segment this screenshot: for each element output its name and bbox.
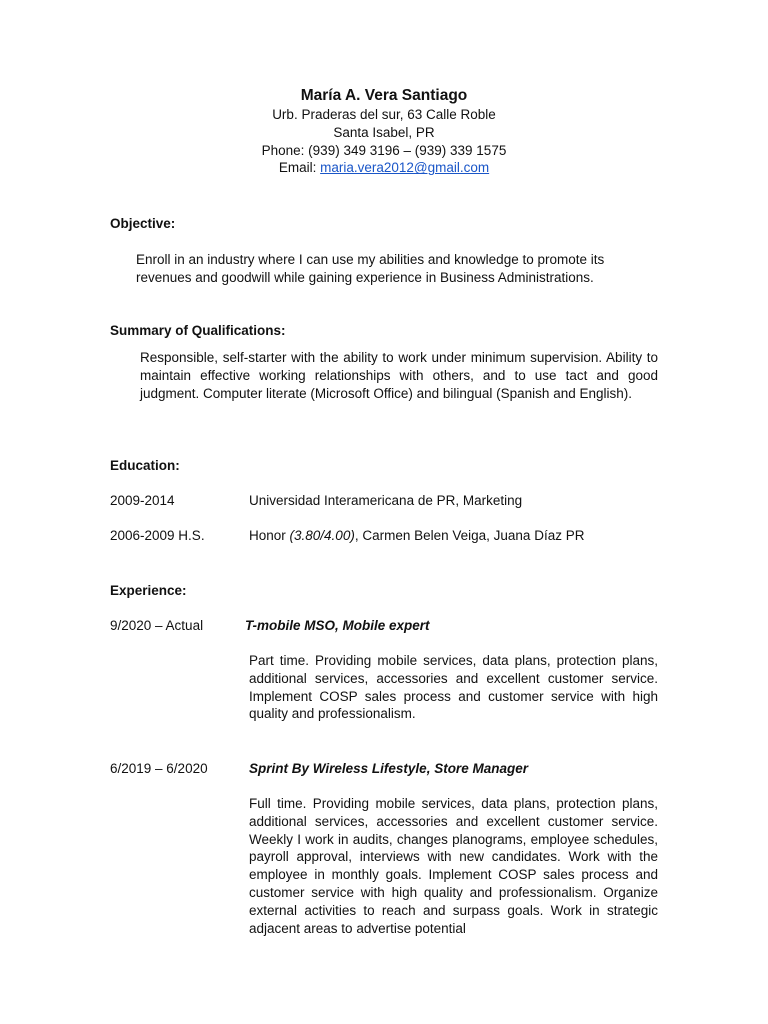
education-desc-pre: Honor — [249, 528, 290, 543]
job-title-2: Sprint By Wireless Lifestyle, Store Manager — [249, 761, 528, 776]
summary-text: Responsible, self-starter with the ability to work under minimum supervision. Ability to maintain effective working relationships with others, and to use tact and good judgment. Computer literate (Microsoft Office) and bilingual (Spanish and English). — [140, 350, 658, 401]
summary-heading: Summary of Qualifications: — [110, 323, 286, 338]
education-gpa: (3.80/4.00) — [289, 528, 355, 543]
job-dates-1: 9/2020 – Actual — [110, 618, 204, 633]
job-description-2: Full time. Providing mobile services, data plans, protection plans, additional services, accessories and excellent customer service. Weekly I work in audits, changes planograms, employee schedules, payroll approval, interviews with new candidates. Work with the employee in monthly goals. Implement COSP sales process and customer service with high quality and professionalism. Organize external activities to reach and surpass goals. Work in strategic adjacent areas to advertise potential — [249, 796, 658, 936]
address-line-1: Urb. Praderas del sur, 63 Calle Roble — [272, 107, 496, 122]
objective-text: Enroll in an industry where I can use my abilities and knowledge to promote its revenues and goodwill while gaining experience in Business Administrations. — [136, 252, 605, 285]
education-description-1: Universidad Interamericana de PR, Marketing — [249, 493, 523, 508]
email-label: Email: — [278, 160, 321, 176]
email-link[interactable]: maria.vera2012@gmail.com — [320, 160, 490, 176]
education-years-2: 2006-2009 H.S. — [110, 528, 205, 543]
job-title-1: T-mobile MSO, Mobile expert — [245, 618, 430, 633]
resume-header — [0, 85, 768, 177]
job-dates-2: 6/2019 – 6/2020 — [110, 761, 208, 776]
address-line-2: Santa Isabel, PR — [333, 124, 435, 140]
experience-heading: Experience: — [110, 583, 187, 598]
applicant-name: María A. Vera Santiago — [300, 87, 468, 104]
objective-heading: Objective: — [110, 216, 176, 231]
education-desc-post: , Carmen Belen Veiga, Juana Díaz PR — [354, 528, 585, 543]
email-line — [0, 159, 768, 177]
job-description-1: Part time. Providing mobile services, data plans, protection plans, additional services, accessories and excellent customer service. Implement COSP sales process and customer service with high quality and professionalism. — [249, 653, 658, 722]
education-description-2 — [249, 527, 584, 545]
education-heading: Education: — [110, 458, 180, 473]
phone-line: Phone: (939) 349 3196 – (939) 339 1575 — [261, 142, 507, 158]
education-years-1: 2009-2014 — [110, 493, 175, 508]
